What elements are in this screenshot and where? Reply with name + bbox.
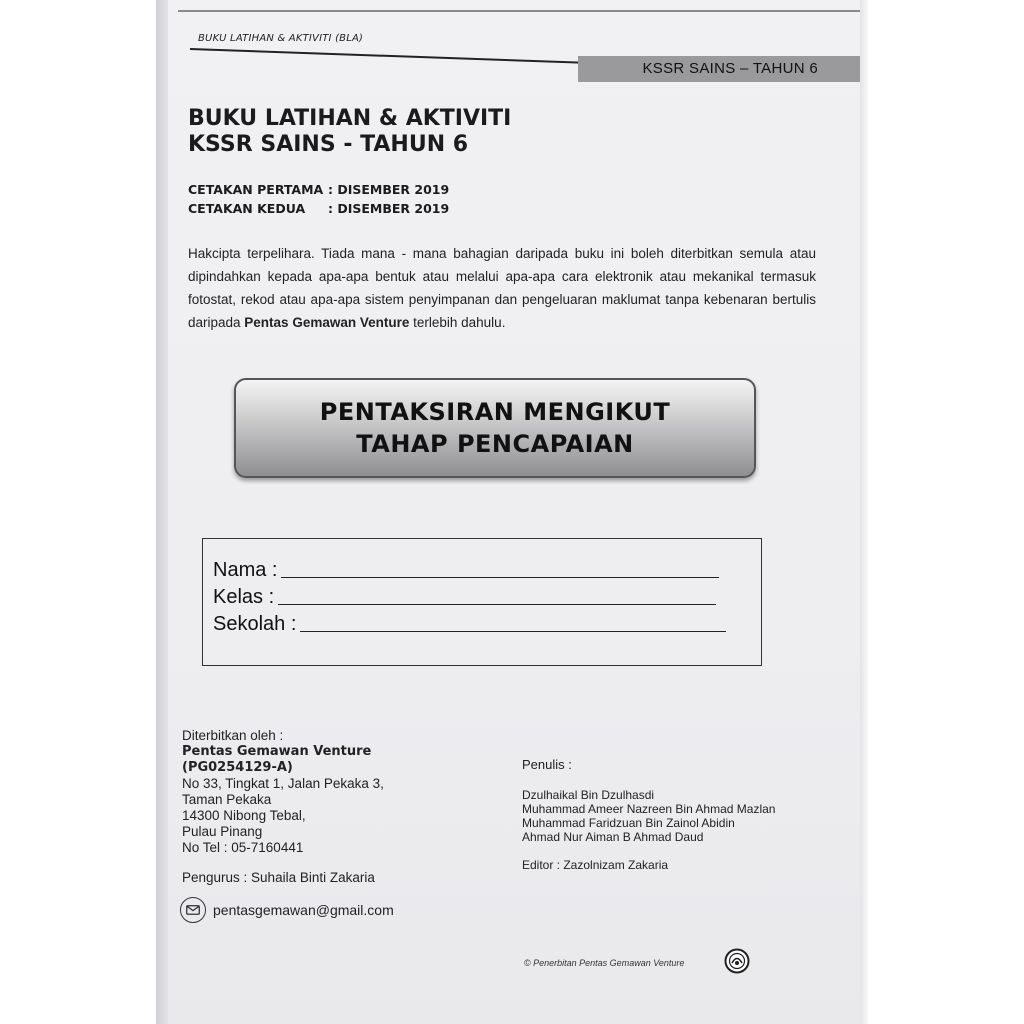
email-row[interactable]	[180, 897, 394, 923]
printing-sep: :	[328, 201, 333, 216]
address-line: 14300 Nibong Tebal,	[182, 808, 306, 823]
page-edge	[860, 0, 868, 1024]
writer-name: Muhammad Faridzuan Bin Zainol Abidin	[522, 816, 735, 830]
publisher-reg: (PG0254129-A)	[182, 760, 293, 775]
printing-sep: :	[328, 182, 333, 197]
top-rule	[178, 10, 868, 12]
mail-icon	[180, 897, 206, 923]
address-line: No 33, Tingkat 1, Jalan Pekaka 3,	[182, 776, 384, 791]
page-title	[188, 106, 511, 158]
address-line: No Tel : 05-7160441	[182, 840, 304, 855]
class-field[interactable]	[213, 586, 716, 609]
name-field[interactable]	[213, 559, 719, 582]
school-line[interactable]	[300, 630, 726, 632]
printing-row-second	[188, 199, 449, 218]
header-band	[578, 56, 868, 82]
header-rule	[190, 48, 610, 65]
writers-label: Penulis :	[522, 757, 572, 772]
student-info-box	[202, 538, 762, 666]
copyright-text: Hakcipta terpelihara. Tiada mana - mana bahagian daripada buku ini boleh diterbitkan semula atau dipindahkan kepada apa-apa bentuk atau melalui apa-apa cara elektronik atau mekanikal termasuk fotostat, rekod atau apa-apa sistem penyimpanan dan pengeluaran maklumat tanpa kebenaran bertulis daripada	[188, 246, 816, 330]
name-label: Nama :	[213, 559, 278, 581]
class-label: Kelas :	[213, 586, 275, 608]
series-label: BUKU LATIHAN & AKTIVITI (BLA)	[198, 33, 364, 44]
printing-label: CETAKAN KEDUA	[188, 201, 306, 216]
copyright-notice	[188, 242, 816, 334]
class-line[interactable]	[278, 603, 716, 605]
publisher-info	[182, 728, 482, 856]
address-line: Taman Pekaka	[182, 792, 272, 807]
writer-name: Dzulhaikal Bin Dzulhasdi	[522, 788, 655, 802]
footer-copyright: © Penerbitan Pentas Gemawan Venture	[524, 958, 685, 968]
printing-row-first	[188, 180, 449, 199]
header-band-text: KSSR SAINS – TAHUN 6	[642, 60, 818, 77]
title-line-2: KSSR SAINS - TAHUN 6	[188, 132, 469, 157]
manager: Pengurus : Suhaila Binti Zakaria	[182, 870, 375, 885]
assessment-line-2: TAHAP PENCAPAIAN	[356, 430, 634, 458]
publisher-logo	[724, 948, 750, 974]
school-field[interactable]	[213, 613, 726, 636]
writer-name: Ahmad Nur Aiman B Ahmad Daud	[522, 830, 704, 844]
address-line: Pulau Pinang	[182, 824, 263, 839]
writers-info	[522, 758, 842, 844]
writer-name: Muhammad Ameer Nazreen Bin Ahmad Mazlan	[522, 802, 776, 816]
assessment-banner	[234, 378, 756, 478]
title-line-1: BUKU LATIHAN & AKTIVITI	[188, 106, 512, 131]
printing-info	[188, 180, 449, 218]
printing-date: DISEMBER 2019	[337, 182, 450, 197]
assessment-line-1: PENTAKSIRAN MENGIKUT	[319, 398, 671, 426]
school-label: Sekolah :	[213, 613, 297, 635]
copyright-publisher: Pentas Gemawan Venture	[244, 315, 410, 330]
printing-label: CETAKAN PERTAMA	[188, 182, 324, 197]
email-address[interactable]: pentasgemawan@gmail.com	[213, 902, 394, 918]
editor: Editor : Zazolnizam Zakaria	[522, 858, 669, 872]
printing-date: DISEMBER 2019	[337, 201, 450, 216]
document-page	[168, 0, 868, 1024]
name-line[interactable]	[281, 576, 719, 578]
copyright-text-end: terlebih dahulu.	[409, 315, 506, 330]
publisher-label: Diterbitkan oleh :	[182, 728, 284, 743]
publisher-name: Pentas Gemawan Venture	[182, 744, 372, 759]
